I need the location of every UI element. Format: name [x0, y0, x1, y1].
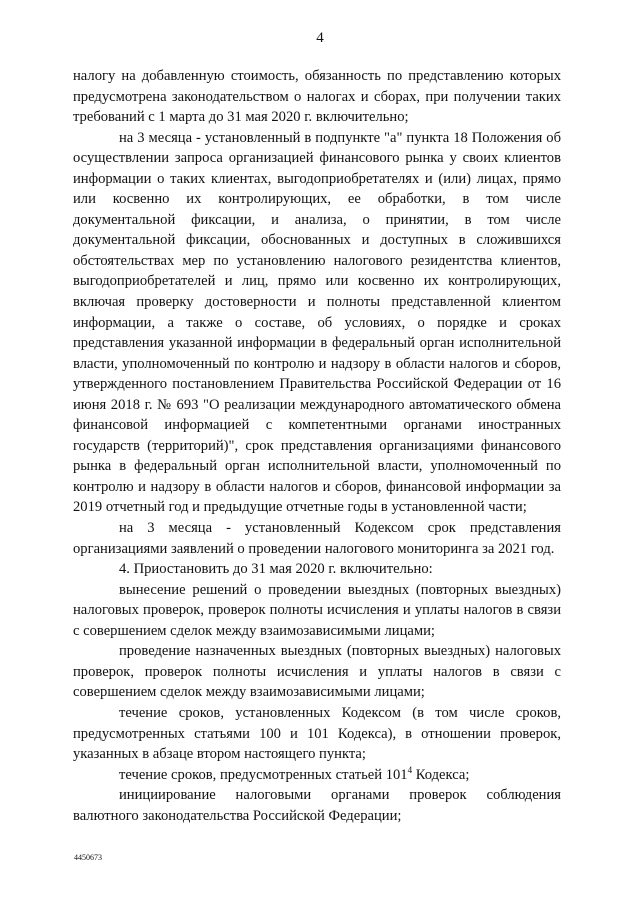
paragraph-audit-decisions: вынесение решений о проведении выездных (повторных выездных) налоговых проверок, проверок полноты исчисления и уплаты налогов в связи с совершением сделок между взаимозависимыми лицами; [73, 581, 561, 639]
paragraph-section-4-heading: 4. Приостановить до 31 мая 2020 г. включительно: [119, 561, 433, 578]
article-text-before: течение сроков, предусмотренных статьей 101 [119, 766, 408, 783]
paragraph-financial-info-deadline: на 3 месяца - установленный в подпункте "а" пункта 18 Положения об осуществлении запроса организацией финансового рынка у своих клиентов информации о таких клиентах, выгодоприобретателях и (или) лицах, прямо или косвенно их контролирующих, ее обработки, в том числе документальной фиксации, и анализа, о принятии, в том числе документальной фиксации, обоснованных и доступных в сложившихся обстоятельствах мер по установлению налогового резидентства клиентов, выгодоприобретателей и лиц, прямо или косвенно их контролирующих, включая проверку достоверности и полноты представленной клиентом информации, а также о составе, об условиях, о порядке и сроках представления указанной информации в федеральный орган исполнительной власти, уполномоченный по контролю и надзору в области налогов и сборов, утвержденного постановлением Правительства Российской Федерации от 16 июня 2018 г. № 693 "О реализации международного автоматического обмена финансовой информацией с компетентными органами иностранных государств (территорий)", срок представления организациями финансового рынка в федеральный орган исполнительной власти, уполномоченный по контролю и надзору в области налогов и сборов, финансовой информации за 2019 отчетный год и предыдущие отчетные годы в установленной части; [73, 129, 561, 516]
paragraph-article-101-4 [73, 765, 561, 786]
paragraph-scheduled-audits: проведение назначенных выездных (повторных выездных) налоговых проверок, проверок полноты исчисления и уплаты налогов в связи с совершением сделок между взаимозависимыми лицами; [73, 643, 561, 701]
paragraph-vat-requirements: налогу на добавленную стоимость, обязанность по представлению которых предусмотрена законодательством о налогах и сборах, при получении таких требований с 1 марта до 31 мая 2020 г. включительно; [73, 68, 561, 126]
paragraph-currency-audits: инициирование налоговыми органами проверок соблюдения валютного законодательства Российской Федерации; [73, 787, 561, 824]
document-body [73, 66, 561, 826]
article-superscript: 4 [407, 764, 413, 775]
document-code: 4450673 [74, 853, 102, 862]
article-text-after: Кодекса; [412, 766, 470, 783]
paragraph-tax-monitoring-deadline: на 3 месяца - установленный Кодексом срок представления организациями заявлений о проведении налогового мониторинга за 2021 год. [73, 520, 561, 557]
page-number: 4 [316, 30, 324, 46]
paragraph-deadline-terms: течение сроков, установленных Кодексом (в том числе сроков, предусмотренных статьями 100 и 101 Кодекса), в отношении проверок, указанных в абзаце втором настоящего пункта; [73, 704, 561, 763]
